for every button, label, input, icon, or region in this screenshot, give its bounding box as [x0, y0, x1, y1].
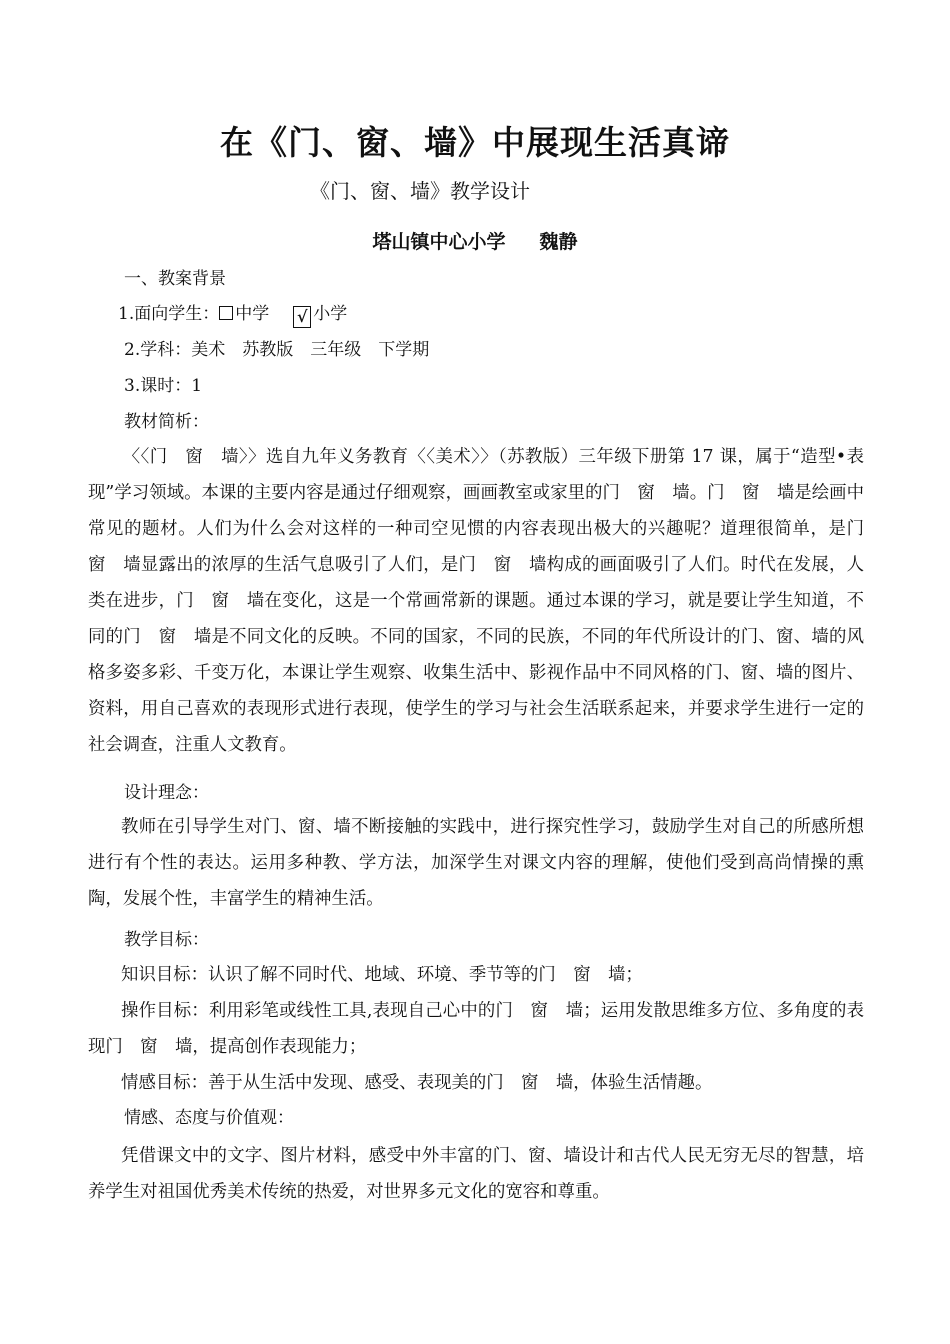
middle-school-checkbox [219, 306, 233, 320]
students-line [118, 301, 347, 328]
concept-heading: 设计理念： [124, 783, 209, 803]
document-subtitle: 《门、窗、墙》教学设计 [310, 179, 530, 203]
author-name: 魏静 [539, 231, 578, 253]
material-heading: 教材简析： [124, 412, 209, 432]
students-label: 1.面向学生： [118, 304, 220, 324]
middle-school-label: 中学 [235, 304, 270, 324]
concept-paragraph: 教师在引导学生对门、窗、墙不断接触的实践中，进行探究性学习，鼓励学生对自己的所感所想进行有个性的表达。运用多种教、学方法，加深学生对课文内容的理解，使他们受到高尚情操的熏陶，发展个性，丰富学生的精神生活。 [88, 817, 864, 909]
goals-heading: 教学目标： [124, 930, 209, 950]
goal-knowledge: 知识目标：认识了解不同时代、地域、环境、季节等的门 窗 墙； [121, 965, 643, 985]
material-paragraph: 〈〈门 窗 墙〉〉选自九年义务教育〈〈美术〉〉（苏教版）三年级下册第 17 课，属于“造型•表现”学习领域。本课的主要内容是通过仔细观察，画画教室或家里的门 窗 墙。门 窗 墙是绘画中常见的题材。人们为什么会对这样的一种司空见惯的内容表现出极大的兴趣呢？道理很简单，是门 窗 墙显露出的浓厚的生活气息吸引了人们，是门 窗 墙构成的画面吸引了人们。时代在发展，人类在进步，门 窗 墙在变化，这是一个常画常新的课题。通过本课的学习，就是要让学生知道，不同的门 窗 墙是不同文化的反映。不同的国家，不同的民族，不同的年代所设计的门、窗、墙的风格多姿多彩、千变万化，本课让学生观察、收集生活中、影视作品中不同风格的门、窗、墙的图片、资料，用自己喜欢的表现形式进行表现，使学生的学习与社会生活联系起来，并要求学生进行一定的社会调查，注重人文教育。 [88, 447, 882, 755]
document-title: 在《门、窗、墙》中展现生活真谛 [220, 123, 730, 162]
values-paragraph: 凭借课文中的文字、图片材料，感受中外丰富的门、窗、墙设计和古代人民无穷无尽的智慧，培养学生对祖国优秀美术传统的热爱，对世界多元文化的宽容和尊重。 [88, 1146, 864, 1202]
background-heading: 一、教案背景 [124, 269, 226, 289]
goal-emotion: 情感目标：善于从生活中发现、感受、表现美的门 窗 墙，体验生活情趣。 [121, 1073, 713, 1093]
goal-operation: 操作目标：利用彩笔或线性工具,表现自己心中的门 窗 墙；运用发散思维多方位、多角度的表现门 窗 墙，提高创作表现能力； [88, 1001, 864, 1057]
subject-line: 2.学科：美术 苏教版 三年级 下学期 [124, 340, 430, 360]
primary-school-checkbox: √ [293, 306, 311, 328]
primary-school-label: 小学 [313, 304, 348, 324]
values-heading: 情感、态度与价值观： [124, 1108, 294, 1128]
hours-line: 3.课时：1 [124, 376, 203, 396]
author-line [0, 227, 950, 257]
school-name: 塔山镇中心小学 [372, 231, 506, 253]
